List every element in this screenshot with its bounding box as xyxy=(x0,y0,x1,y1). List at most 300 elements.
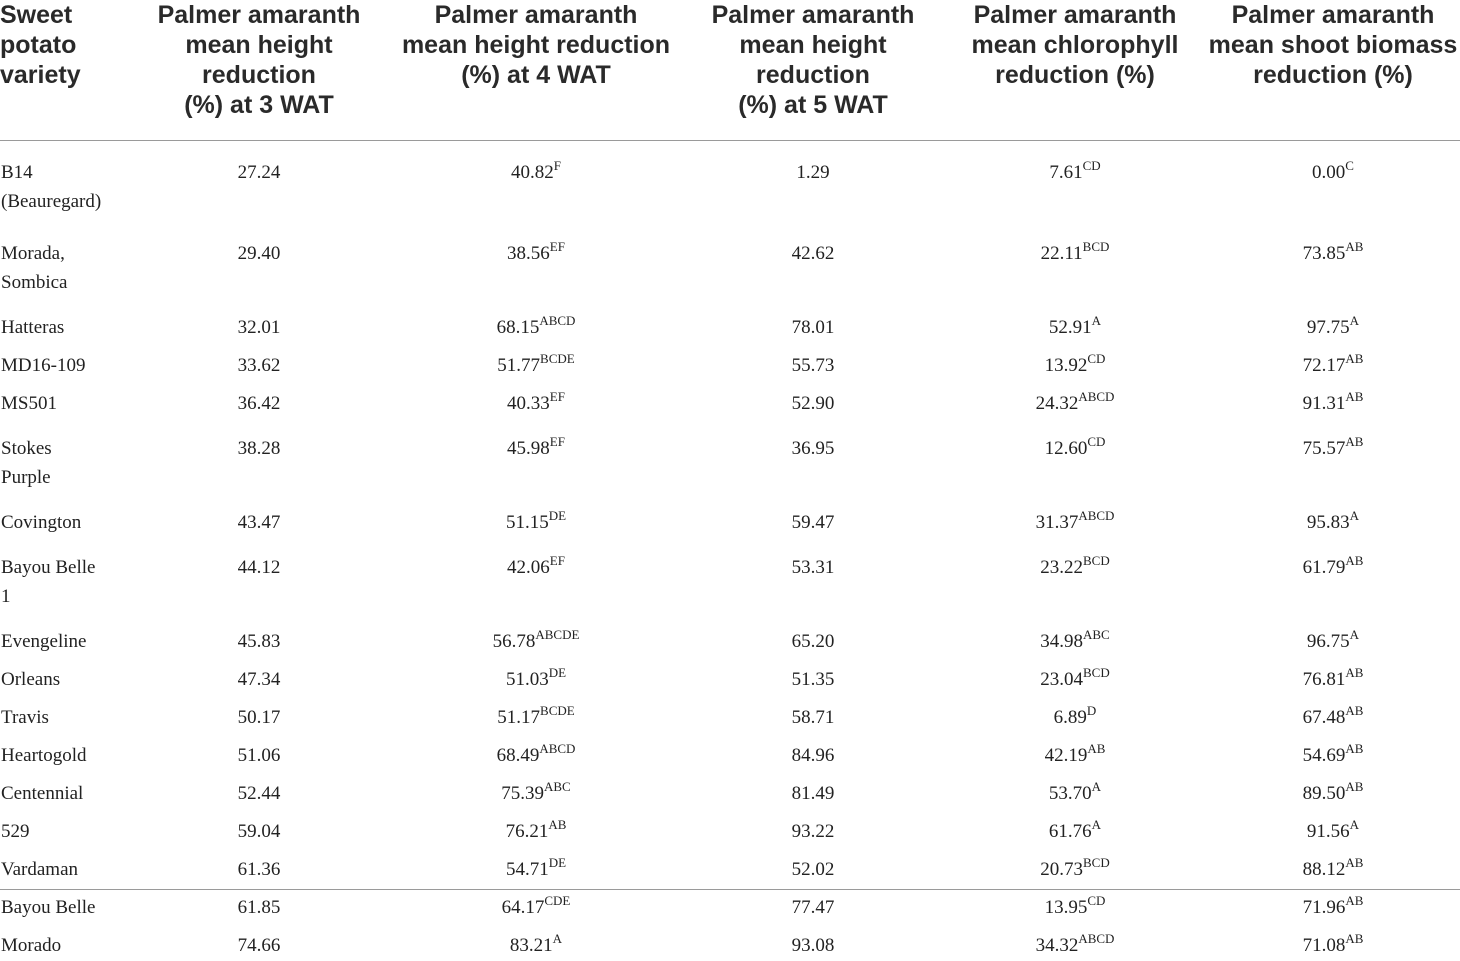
chlorophyll-cell xyxy=(944,141,1206,225)
chlorophyll-cell-value: 52.91 xyxy=(1049,317,1092,338)
significance-letters: AB xyxy=(1345,855,1363,870)
biomass-cell-value: 88.12 xyxy=(1303,859,1346,880)
header-line: Palmer amaranth xyxy=(682,0,944,30)
significance-letters: AB xyxy=(1087,741,1105,756)
variety-cell xyxy=(0,847,128,885)
header-line: Palmer amaranth xyxy=(390,0,682,30)
height-5wat-cell xyxy=(682,619,944,657)
chlorophyll-cell-value: 23.04 xyxy=(1040,669,1083,690)
header-line: mean height reduction xyxy=(682,30,944,90)
significance-letters: ABCD xyxy=(1078,931,1114,946)
height-3wat-cell xyxy=(128,141,390,225)
height-5wat-cell-value: 84.96 xyxy=(792,745,835,766)
height-5wat-cell-value: 65.20 xyxy=(792,631,835,652)
chlorophyll-cell xyxy=(944,657,1206,695)
height-4wat-cell xyxy=(390,381,682,419)
significance-letters: CD xyxy=(1087,434,1105,449)
height-4wat-cell-value: 64.17 xyxy=(502,897,545,918)
biomass-cell-value: 67.48 xyxy=(1303,707,1346,728)
height-5wat-cell-value: 36.95 xyxy=(792,438,835,459)
height-4wat-cell-value: 38.56 xyxy=(507,243,550,264)
height-3wat-cell xyxy=(128,695,390,733)
height-4wat-cell xyxy=(390,809,682,847)
height-3wat-cell xyxy=(128,305,390,343)
chlorophyll-cell-value: 34.98 xyxy=(1040,631,1083,652)
significance-letters: CD xyxy=(1087,351,1105,366)
table-row xyxy=(0,771,1460,809)
table-header xyxy=(0,0,1460,141)
height-3wat-cell xyxy=(128,771,390,809)
chlorophyll-cell xyxy=(944,619,1206,657)
height-3wat-cell xyxy=(128,847,390,885)
height-4wat-cell xyxy=(390,695,682,733)
height-3wat-cell xyxy=(128,538,390,619)
chlorophyll-cell xyxy=(944,695,1206,733)
chlorophyll-cell-value: 20.73 xyxy=(1040,859,1083,880)
height-3wat-cell-value: 61.36 xyxy=(238,859,281,880)
height-4wat-cell-value: 56.78 xyxy=(493,631,536,652)
height-5wat-cell-value: 93.08 xyxy=(792,935,835,956)
height-5wat-cell-value: 51.35 xyxy=(792,669,835,690)
chlorophyll-cell-value: 42.19 xyxy=(1045,745,1088,766)
variety-name-line: 1 xyxy=(1,582,128,611)
height-3wat-cell xyxy=(128,923,390,961)
height-5wat-cell-value: 53.31 xyxy=(792,557,835,578)
significance-letters: A xyxy=(1092,313,1101,328)
chlorophyll-cell-value: 34.32 xyxy=(1036,935,1079,956)
height-4wat-cell xyxy=(390,923,682,961)
significance-letters: ABCD xyxy=(539,313,575,328)
table-row xyxy=(0,619,1460,657)
header-line: mean height reduction xyxy=(128,30,390,90)
variety-cell xyxy=(0,657,128,695)
biomass-cell xyxy=(1206,695,1460,733)
variety-name-line: Sombica xyxy=(1,268,128,297)
significance-letters: A xyxy=(1350,817,1359,832)
table-row xyxy=(0,381,1460,419)
significance-letters: A xyxy=(1092,779,1101,794)
height-3wat-cell-value: 45.83 xyxy=(238,631,281,652)
chlorophyll-cell xyxy=(944,923,1206,961)
variety-cell xyxy=(0,305,128,343)
variety-cell xyxy=(0,343,128,381)
height-4wat-cell-value: 83.21 xyxy=(510,935,553,956)
height-3wat-cell xyxy=(128,419,390,500)
variety-name-line: Travis xyxy=(1,703,128,732)
table-row xyxy=(0,343,1460,381)
significance-letters: DE xyxy=(549,855,566,870)
significance-letters: A xyxy=(1350,627,1359,642)
height-3wat-cell-value: 51.06 xyxy=(238,745,281,766)
biomass-cell xyxy=(1206,224,1460,305)
chlorophyll-cell xyxy=(944,733,1206,771)
height-5wat-cell-value: 1.29 xyxy=(796,162,829,183)
significance-letters: BCD xyxy=(1083,855,1110,870)
height-5wat-cell xyxy=(682,923,944,961)
variety-cell xyxy=(0,923,128,961)
header-height-reduction-3wat xyxy=(128,0,390,141)
variety-name-line: Evengeline xyxy=(1,627,128,656)
significance-letters: AB xyxy=(1345,779,1363,794)
height-5wat-cell-value: 52.90 xyxy=(792,393,835,414)
height-4wat-cell-value: 75.39 xyxy=(501,783,544,804)
biomass-cell-value: 73.85 xyxy=(1303,243,1346,264)
variety-cell xyxy=(0,619,128,657)
chlorophyll-cell xyxy=(944,538,1206,619)
table-row xyxy=(0,305,1460,343)
variety-name-line: Morada, xyxy=(1,239,128,268)
biomass-cell-value: 71.96 xyxy=(1303,897,1346,918)
header-line: mean chlorophyll xyxy=(944,30,1206,60)
height-5wat-cell-value: 93.22 xyxy=(792,821,835,842)
biomass-cell-value: 96.75 xyxy=(1307,631,1350,652)
height-5wat-cell xyxy=(682,733,944,771)
height-5wat-cell-value: 81.49 xyxy=(792,783,835,804)
height-4wat-cell xyxy=(390,500,682,538)
biomass-cell-value: 76.81 xyxy=(1303,669,1346,690)
header-line: Palmer amaranth xyxy=(128,0,390,30)
biomass-cell xyxy=(1206,141,1460,225)
variety-name-line: Heartogold xyxy=(1,741,128,770)
height-4wat-cell xyxy=(390,538,682,619)
height-3wat-cell-value: 44.12 xyxy=(238,557,281,578)
height-4wat-cell xyxy=(390,419,682,500)
biomass-cell-value: 72.17 xyxy=(1303,355,1346,376)
biomass-cell xyxy=(1206,847,1460,885)
variety-name-line: Bayou Belle xyxy=(1,893,128,922)
height-3wat-cell-value: 61.85 xyxy=(238,897,281,918)
height-5wat-cell-value: 55.73 xyxy=(792,355,835,376)
height-3wat-cell xyxy=(128,733,390,771)
height-4wat-cell-value: 40.82 xyxy=(511,162,554,183)
significance-letters: F xyxy=(554,158,561,173)
variety-cell xyxy=(0,771,128,809)
chlorophyll-cell-value: 31.37 xyxy=(1036,512,1079,533)
biomass-cell-value: 89.50 xyxy=(1303,783,1346,804)
height-5wat-cell xyxy=(682,695,944,733)
significance-letters: A xyxy=(1092,817,1101,832)
table-row xyxy=(0,657,1460,695)
chlorophyll-cell xyxy=(944,500,1206,538)
significance-letters: BCDE xyxy=(540,351,575,366)
height-3wat-cell xyxy=(128,809,390,847)
height-5wat-cell-value: 42.62 xyxy=(792,243,835,264)
significance-letters: AB xyxy=(1345,703,1363,718)
chlorophyll-cell xyxy=(944,224,1206,305)
significance-letters: A xyxy=(1350,508,1359,523)
significance-letters: DE xyxy=(549,508,566,523)
height-4wat-cell-value: 42.06 xyxy=(507,557,550,578)
header-line: (%) at 5 WAT xyxy=(682,90,944,120)
chlorophyll-cell-value: 6.89 xyxy=(1054,707,1087,728)
height-3wat-cell xyxy=(128,381,390,419)
significance-letters: BCDE xyxy=(540,703,575,718)
height-3wat-cell-value: 74.66 xyxy=(238,935,281,956)
significance-letters: ABCDE xyxy=(535,627,579,642)
significance-letters: AB xyxy=(1345,931,1363,946)
height-4wat-cell-value: 40.33 xyxy=(507,393,550,414)
chlorophyll-cell xyxy=(944,847,1206,885)
height-4wat-cell xyxy=(390,885,682,923)
biomass-cell xyxy=(1206,771,1460,809)
height-3wat-cell-value: 27.24 xyxy=(238,162,281,183)
chlorophyll-cell-value: 24.32 xyxy=(1036,393,1079,414)
height-3wat-cell xyxy=(128,500,390,538)
significance-letters: A xyxy=(1350,313,1359,328)
height-3wat-cell-value: 52.44 xyxy=(238,783,281,804)
header-row xyxy=(0,0,1460,141)
biomass-cell xyxy=(1206,419,1460,500)
header-line: Palmer amaranth xyxy=(944,0,1206,30)
height-3wat-cell-value: 43.47 xyxy=(238,512,281,533)
biomass-cell xyxy=(1206,619,1460,657)
chlorophyll-cell xyxy=(944,809,1206,847)
height-4wat-cell-value: 51.03 xyxy=(506,669,549,690)
variety-name-line: Centennial xyxy=(1,779,128,808)
chlorophyll-cell-value: 13.95 xyxy=(1045,897,1088,918)
biomass-cell xyxy=(1206,500,1460,538)
height-5wat-cell xyxy=(682,224,944,305)
table-row xyxy=(0,224,1460,305)
biomass-cell-value: 91.56 xyxy=(1307,821,1350,842)
height-3wat-cell-value: 33.62 xyxy=(238,355,281,376)
chlorophyll-cell-value: 23.22 xyxy=(1040,557,1083,578)
header-line: reduction (%) xyxy=(944,60,1206,90)
height-5wat-cell xyxy=(682,809,944,847)
variety-name-line: Orleans xyxy=(1,665,128,694)
height-5wat-cell xyxy=(682,141,944,225)
variety-cell xyxy=(0,224,128,305)
variety-name-line: Stokes xyxy=(1,434,128,463)
biomass-cell xyxy=(1206,381,1460,419)
biomass-cell-value: 0.00 xyxy=(1312,162,1345,183)
height-5wat-cell xyxy=(682,771,944,809)
table-row xyxy=(0,538,1460,619)
significance-letters: C xyxy=(1345,158,1354,173)
significance-letters: AB xyxy=(548,817,566,832)
header-line: mean shoot biomass xyxy=(1206,30,1460,60)
height-3wat-cell xyxy=(128,885,390,923)
height-4wat-cell-value: 45.98 xyxy=(507,438,550,459)
variety-name-line: (Beauregard) xyxy=(1,187,128,216)
table-row xyxy=(0,847,1460,885)
height-4wat-cell xyxy=(390,343,682,381)
biomass-cell xyxy=(1206,809,1460,847)
height-3wat-cell-value: 59.04 xyxy=(238,821,281,842)
variety-cell xyxy=(0,381,128,419)
chlorophyll-cell xyxy=(944,343,1206,381)
biomass-cell-value: 75.57 xyxy=(1303,438,1346,459)
height-4wat-cell xyxy=(390,224,682,305)
height-4wat-cell-value: 68.49 xyxy=(497,745,540,766)
biomass-cell-value: 61.79 xyxy=(1303,557,1346,578)
biomass-cell xyxy=(1206,885,1460,923)
variety-name-line: MD16-109 xyxy=(1,351,128,380)
header-height-reduction-5wat xyxy=(682,0,944,141)
variety-name-line: Purple xyxy=(1,463,128,492)
height-5wat-cell xyxy=(682,305,944,343)
chlorophyll-cell-value: 53.70 xyxy=(1049,783,1092,804)
height-5wat-cell xyxy=(682,538,944,619)
height-5wat-cell xyxy=(682,419,944,500)
chlorophyll-cell xyxy=(944,381,1206,419)
significance-letters: AB xyxy=(1345,665,1363,680)
variety-name-line: Hatteras xyxy=(1,313,128,342)
significance-letters: CD xyxy=(1087,893,1105,908)
height-4wat-cell xyxy=(390,733,682,771)
height-4wat-cell xyxy=(390,847,682,885)
height-5wat-cell xyxy=(682,657,944,695)
height-5wat-cell xyxy=(682,847,944,885)
biomass-cell xyxy=(1206,343,1460,381)
variety-cell xyxy=(0,809,128,847)
table-row xyxy=(0,500,1460,538)
height-5wat-cell-value: 78.01 xyxy=(792,317,835,338)
height-3wat-cell-value: 32.01 xyxy=(238,317,281,338)
significance-letters: A xyxy=(553,931,562,946)
variety-name-line: Vardaman xyxy=(1,855,128,884)
height-4wat-cell-value: 76.21 xyxy=(506,821,549,842)
biomass-cell-value: 95.83 xyxy=(1307,512,1350,533)
height-4wat-cell xyxy=(390,771,682,809)
height-4wat-cell-value: 51.15 xyxy=(506,512,549,533)
height-5wat-cell xyxy=(682,343,944,381)
biomass-cell xyxy=(1206,733,1460,771)
variety-cell xyxy=(0,419,128,500)
variety-cell xyxy=(0,500,128,538)
variety-name-line: Morado xyxy=(1,931,128,960)
height-4wat-cell xyxy=(390,657,682,695)
significance-letters: AB xyxy=(1345,741,1363,756)
header-shoot-biomass-reduction xyxy=(1206,0,1460,141)
height-4wat-cell xyxy=(390,619,682,657)
height-3wat-cell-value: 29.40 xyxy=(238,243,281,264)
table-row xyxy=(0,733,1460,771)
header-line: (%) at 4 WAT xyxy=(390,60,682,90)
table-row xyxy=(0,695,1460,733)
significance-letters: CDE xyxy=(544,893,570,908)
biomass-cell-value: 97.75 xyxy=(1307,317,1350,338)
significance-letters: D xyxy=(1087,703,1096,718)
variety-name-line: Bayou Belle xyxy=(1,553,128,582)
biomass-cell xyxy=(1206,305,1460,343)
chlorophyll-cell xyxy=(944,419,1206,500)
header-line: reduction (%) xyxy=(1206,60,1460,90)
significance-letters: EF xyxy=(550,434,565,449)
table-row xyxy=(0,419,1460,500)
header-height-reduction-4wat xyxy=(390,0,682,141)
height-4wat-cell xyxy=(390,305,682,343)
header-sweet-potato-variety xyxy=(0,0,128,141)
chlorophyll-cell-value: 13.92 xyxy=(1045,355,1088,376)
significance-letters: BCD xyxy=(1083,553,1110,568)
significance-letters: EF xyxy=(550,553,565,568)
table-row xyxy=(0,885,1460,923)
variety-name-line: B14 xyxy=(1,158,128,187)
table-row xyxy=(0,923,1460,961)
significance-letters: AB xyxy=(1345,389,1363,404)
height-5wat-cell xyxy=(682,381,944,419)
variety-cell xyxy=(0,733,128,771)
significance-letters: DE xyxy=(549,665,566,680)
header-chlorophyll-reduction xyxy=(944,0,1206,141)
height-4wat-cell-value: 51.17 xyxy=(497,707,540,728)
significance-letters: ABCD xyxy=(1078,508,1114,523)
biomass-cell xyxy=(1206,657,1460,695)
variety-name-line: 529 xyxy=(1,817,128,846)
table-row xyxy=(0,809,1460,847)
significance-letters: AB xyxy=(1345,351,1363,366)
significance-letters: BCD xyxy=(1083,665,1110,680)
height-5wat-cell xyxy=(682,500,944,538)
height-3wat-cell-value: 38.28 xyxy=(238,438,281,459)
height-5wat-cell xyxy=(682,885,944,923)
height-3wat-cell-value: 36.42 xyxy=(238,393,281,414)
significance-letters: AB xyxy=(1345,434,1363,449)
height-4wat-cell-value: 51.77 xyxy=(497,355,540,376)
height-5wat-cell-value: 77.47 xyxy=(792,897,835,918)
biomass-cell xyxy=(1206,538,1460,619)
significance-letters: EF xyxy=(550,389,565,404)
significance-letters: AB xyxy=(1345,893,1363,908)
chlorophyll-cell xyxy=(944,885,1206,923)
height-3wat-cell-value: 47.34 xyxy=(238,669,281,690)
significance-letters: AB xyxy=(1345,239,1363,254)
height-4wat-cell-value: 54.71 xyxy=(506,859,549,880)
height-4wat-cell xyxy=(390,141,682,225)
header-line: Sweet xyxy=(0,0,128,30)
table-row xyxy=(0,141,1460,225)
variety-cell xyxy=(0,141,128,225)
significance-letters: AB xyxy=(1345,553,1363,568)
chlorophyll-cell xyxy=(944,771,1206,809)
variety-cell xyxy=(0,538,128,619)
significance-letters: CD xyxy=(1083,158,1101,173)
chlorophyll-cell-value: 12.60 xyxy=(1045,438,1088,459)
height-5wat-cell-value: 58.71 xyxy=(792,707,835,728)
chlorophyll-cell-value: 7.61 xyxy=(1049,162,1082,183)
height-4wat-cell-value: 68.15 xyxy=(497,317,540,338)
header-line: potato xyxy=(0,30,128,60)
chlorophyll-cell xyxy=(944,305,1206,343)
significance-letters: BCD xyxy=(1083,239,1110,254)
height-3wat-cell xyxy=(128,657,390,695)
height-5wat-cell-value: 59.47 xyxy=(792,512,835,533)
biomass-cell xyxy=(1206,923,1460,961)
variety-name-line: Covington xyxy=(1,508,128,537)
variety-cell xyxy=(0,695,128,733)
height-3wat-cell xyxy=(128,343,390,381)
table-bottom-rule xyxy=(0,889,1460,890)
significance-letters: ABC xyxy=(544,779,571,794)
header-line: Palmer amaranth xyxy=(1206,0,1460,30)
significance-letters: ABCD xyxy=(1078,389,1114,404)
significance-letters: ABCD xyxy=(539,741,575,756)
height-3wat-cell xyxy=(128,619,390,657)
biomass-cell-value: 91.31 xyxy=(1303,393,1346,414)
header-line: variety xyxy=(0,60,128,90)
variety-name-line: MS501 xyxy=(1,389,128,418)
height-3wat-cell-value: 50.17 xyxy=(238,707,281,728)
height-5wat-cell-value: 52.02 xyxy=(792,859,835,880)
variety-cell xyxy=(0,885,128,923)
table-body xyxy=(0,141,1460,961)
height-3wat-cell xyxy=(128,224,390,305)
chlorophyll-cell-value: 61.76 xyxy=(1049,821,1092,842)
header-line: mean height reduction xyxy=(390,30,682,60)
significance-letters: EF xyxy=(550,239,565,254)
chlorophyll-cell-value: 22.11 xyxy=(1041,243,1083,264)
